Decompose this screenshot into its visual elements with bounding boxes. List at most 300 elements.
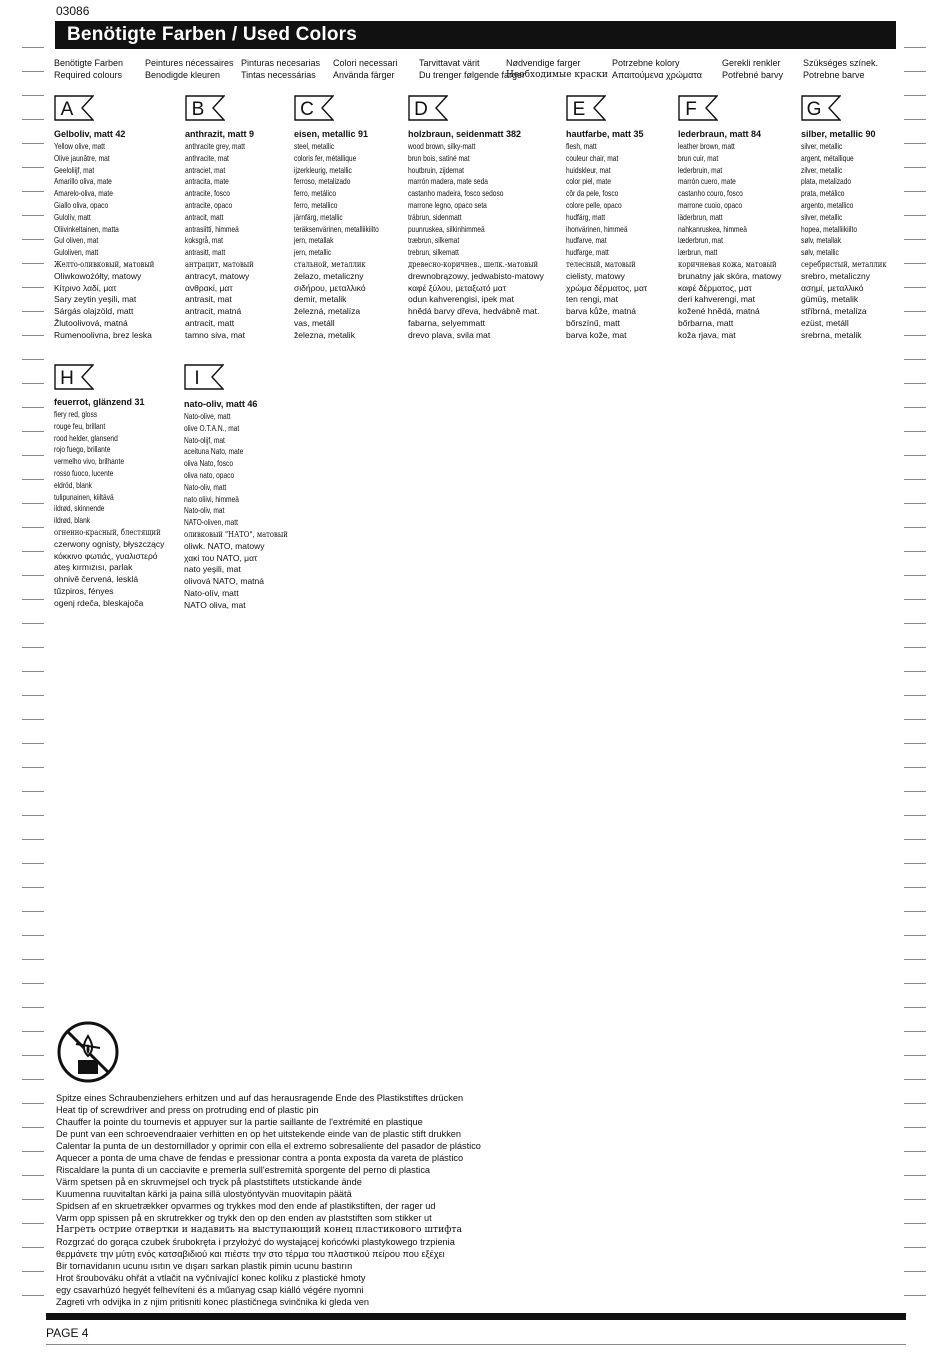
color-translation: anthracite grey, matt <box>185 141 245 151</box>
margin-tick <box>22 95 44 96</box>
color-entry-i <box>184 398 306 612</box>
color-entry-f <box>678 128 794 342</box>
header-col-1 <box>54 58 123 81</box>
margin-tick <box>22 1079 44 1080</box>
instruction-line: Zagreti vrh odvijka in z njim pritisniti konec plastičnega svinčnika ki gleda ven <box>56 1297 370 1307</box>
color-translation: prata, metálico <box>801 188 845 199</box>
margin-tick <box>904 551 926 552</box>
color-badge-i <box>184 364 224 390</box>
color-badge-h <box>54 364 94 390</box>
color-translation: marrone legno, opaco seta <box>408 199 487 210</box>
color-translation: ferro, metallico <box>294 199 338 210</box>
color-translation: Nato-olijf, mat <box>184 434 225 445</box>
header-line: Pinturas necesarias <box>241 58 321 68</box>
header-line: Nødvendige farger <box>506 58 581 68</box>
color-translation: castanho couro, fosco <box>678 188 743 199</box>
margin-tick <box>22 1055 44 1056</box>
color-translation: oliva Nato, fosco <box>184 458 234 469</box>
margin-tick <box>904 335 926 336</box>
header-line: Potřebné barvy <box>722 69 784 80</box>
margin-tick <box>904 959 926 960</box>
color-translation: nahkanruskea, himmeä <box>678 223 747 234</box>
color-translation: Oliivinkeltainen, matta <box>54 223 119 234</box>
margin-tick <box>904 791 926 792</box>
margin-tick <box>904 671 926 672</box>
margin-tick <box>904 623 926 624</box>
margin-tick <box>22 671 44 672</box>
color-translation: древесно-коричнев., шелк.-матовый <box>408 259 539 269</box>
color-translation: antracita, mate <box>185 176 229 187</box>
color-translation: оливковый "НАТО", матовый <box>184 529 288 539</box>
margin-tick <box>904 383 926 384</box>
color-translation: srebro, metaliczny <box>801 270 870 281</box>
margin-tick <box>22 839 44 840</box>
color-translation: Nato-olive, matt <box>184 411 231 421</box>
instruction-text <box>56 1092 481 1308</box>
color-translation: hudfärg, matt <box>566 211 606 222</box>
color-translation: ohnivě červená, lesklá <box>54 574 139 585</box>
color-name: feuerrot, glänzend 31 <box>54 397 145 407</box>
margin-tick <box>904 431 926 432</box>
color-entry-e <box>566 128 648 342</box>
badge-letter: B <box>191 99 205 120</box>
color-translation: anthracite, mat <box>185 152 229 163</box>
instruction-line: Varm opp spissen på en skrutrekker og trykk den op den enden av plaststiften som stikker ut <box>56 1213 432 1223</box>
color-translation: deri kahverengi, mat <box>678 294 756 305</box>
margin-tick <box>904 359 926 360</box>
margin-tick <box>22 335 44 336</box>
color-translation: læderbrun, mat <box>678 235 723 246</box>
header-line: Använda färger <box>333 69 395 80</box>
margin-tick <box>904 263 926 264</box>
color-translation: marrone cuoio, opaco <box>678 199 743 210</box>
instruction-line: θερμάνετε την μύτη ενός κατσαβιδιού και πιέστε την στο τέρμα του πλαστικού πείρου που εξέχει <box>56 1249 445 1259</box>
color-name: eisen, metallic 91 <box>294 129 369 139</box>
header-line: Colori necessari <box>333 58 398 68</box>
margin-tick <box>904 1031 926 1032</box>
color-translation: antracyt, matowy <box>185 270 250 281</box>
color-translation: ijzerkleurig, metallic <box>294 164 352 175</box>
margin-tick <box>22 743 44 744</box>
color-translation: Rumenoolivna, brez leska <box>54 329 152 340</box>
margin-tick <box>22 959 44 960</box>
color-translation: lederbruin, mat <box>678 164 723 175</box>
header-col-2 <box>145 58 234 81</box>
color-translation: demir, metalik <box>294 294 347 305</box>
color-translation: steel, metallic <box>294 141 335 151</box>
color-translation: eldröd, blank <box>54 479 92 490</box>
margin-tick <box>904 935 926 936</box>
color-entry-h <box>54 396 179 610</box>
instruction-line: Hrot šroubováku ohřát a vtlačit na vyčnívající konec kolíku z plastické hmoty <box>56 1273 366 1283</box>
color-translation: jern, metallak <box>294 235 334 246</box>
color-translation: železná, metalíza <box>294 306 361 317</box>
margin-tick <box>22 1223 44 1224</box>
margin-tick <box>904 983 926 984</box>
instruction-line: Chauffer la pointe du tournevis et appuyer sur la partie saillante de l'extrémité en plastique <box>56 1117 423 1127</box>
color-translation: houtbruin, zijdemat <box>408 164 465 175</box>
margin-tick <box>22 815 44 816</box>
color-translation: tamno siva, mat <box>185 329 245 340</box>
header-line: Potrebne barve <box>803 69 865 80</box>
color-translation: fiery red, gloss <box>54 409 98 419</box>
header-line: Peintures nécessaires <box>145 58 234 68</box>
header-line: Tintas necessárias <box>241 69 316 80</box>
margin-tick <box>22 983 44 984</box>
header-col-3 <box>241 58 320 81</box>
color-translation: hopea, metalliikiilto <box>801 223 858 234</box>
color-translation: brun cuir, mat <box>678 152 719 163</box>
margin-tick <box>22 719 44 720</box>
margin-tick <box>904 887 926 888</box>
color-translation: jern, metallic <box>294 247 332 258</box>
color-translation: tulipunainen, kiiltävä <box>54 491 114 502</box>
color-translation: côr da pele, fosco <box>566 188 619 199</box>
color-translation: srebrna, metalik <box>801 329 862 340</box>
color-translation: color piel, mate <box>566 176 611 187</box>
margin-tick <box>904 479 926 480</box>
color-name: anthrazit, matt 9 <box>185 129 255 139</box>
color-translation: rosso fuoco, lucente <box>54 467 114 478</box>
margin-tick <box>22 455 44 456</box>
footer-bar <box>46 1313 906 1320</box>
margin-tick <box>904 815 926 816</box>
color-translation: Gul oliven, mat <box>54 235 99 246</box>
color-translation: żelazo, metaliczny <box>294 270 364 281</box>
header-col-8 <box>722 58 783 81</box>
header-line: Gerekli renkler <box>722 58 781 68</box>
margin-tick <box>904 719 926 720</box>
color-translation: vermelho vivo, brilhante <box>54 456 125 467</box>
color-translation: antracit, matt <box>185 317 235 328</box>
margin-tick <box>22 1031 44 1032</box>
margin-tick <box>22 383 44 384</box>
margin-tick <box>904 1079 926 1080</box>
header-line: Tarvittavat värit <box>419 58 480 68</box>
margin-tick <box>904 1127 926 1128</box>
margin-tick <box>22 1151 44 1152</box>
color-badge-b <box>185 95 225 121</box>
margin-tick <box>904 71 926 72</box>
margin-tick <box>22 935 44 936</box>
margin-tick <box>22 575 44 576</box>
color-translation: coloris fer, métallique <box>294 152 357 163</box>
color-translation: vas, metáll <box>294 317 335 328</box>
color-translation: puunruskea, silkinhimmeä <box>408 223 485 234</box>
instruction-line: Riscaldare la punta di un cacciavite e premerla sull'estremità sporgente del perno di plastica <box>56 1165 431 1175</box>
margin-tick <box>22 311 44 312</box>
color-badge-c <box>294 95 334 121</box>
color-translation: koža rjava, mat <box>678 329 736 340</box>
color-translation: χακί του NATO, ματ <box>184 552 258 563</box>
color-name: lederbraun, matt 84 <box>678 129 762 139</box>
color-name: silber, metallic 90 <box>801 129 876 139</box>
margin-tick <box>904 287 926 288</box>
color-translation: marrón cuero, mate <box>678 176 736 187</box>
margin-tick <box>904 575 926 576</box>
color-translation: huidskleur, mat <box>566 164 611 175</box>
color-translation: castanho madeira, fosco sedoso <box>408 188 504 199</box>
margin-tick <box>904 1007 926 1008</box>
color-translation: Amarillo oliva, mate <box>54 176 112 187</box>
margin-tick <box>904 767 926 768</box>
header-line: Required colours <box>54 69 123 80</box>
badge-letter: E <box>572 99 586 120</box>
instruction-line: Spitze eines Schraubenziehers erhitzen und auf das herausragende Ende des Plastikstiftes drücken <box>56 1093 464 1103</box>
color-translation: rood helder, glansend <box>54 432 118 443</box>
color-name: hautfarbe, matt 35 <box>566 129 644 139</box>
badge-letter: G <box>806 99 822 120</box>
margin-tick <box>22 791 44 792</box>
badge-letter: D <box>414 99 428 120</box>
color-entry-d <box>408 128 561 342</box>
margin-tick <box>22 431 44 432</box>
badge-letter: F <box>685 99 697 120</box>
color-translation: bőrbarna, matt <box>678 317 734 328</box>
color-translation: Yellow olive, matt <box>54 141 105 151</box>
color-translation: Olive jaunâtre, mat <box>54 152 110 163</box>
color-translation: stříbrná, metalíza <box>801 306 867 317</box>
color-translation: železna, metalik <box>294 329 355 340</box>
color-translation: καφέ ξύλου, μεταξωτό ματ <box>408 282 507 293</box>
margin-tick <box>22 215 44 216</box>
margin-tick <box>904 1271 926 1272</box>
margin-tick <box>22 359 44 360</box>
margin-tick <box>904 167 926 168</box>
document-number: 03086 <box>56 4 90 18</box>
color-translation: ateş kırmızısı, parlak <box>54 562 133 573</box>
margin-tick <box>904 695 926 696</box>
margin-tick <box>22 863 44 864</box>
margin-tick <box>22 767 44 768</box>
color-translation: Κίτρινο λαδί, ματ <box>54 282 117 293</box>
instruction-line: Bir tornavidanın ucunu ısıtın ve dışarı sarkan plastik pimin ucunu bastırın <box>56 1261 353 1271</box>
color-translation: olivová NATO, matná <box>184 576 264 587</box>
color-translation: ildrød, skinnende <box>54 503 105 514</box>
color-translation: χρώμα δέρματος, ματ <box>566 282 648 293</box>
color-translation: Gulolív, matt <box>54 211 91 222</box>
instruction-line: Värm spetsen på en skruvmejsel och tryck på plaststiftets utstickande ände <box>56 1177 362 1187</box>
color-translation: odun kahverengisi, ipek mat <box>408 294 514 305</box>
candle-flame-screwdriver-icon <box>56 1020 120 1089</box>
margin-tick <box>904 503 926 504</box>
margin-tick <box>904 311 926 312</box>
instruction-line: Spidsen af en skruetrækker opvarmes og trykkes mod den ende af plastikstiften, der rager ud <box>56 1201 436 1211</box>
color-badge-f <box>678 95 718 121</box>
margin-tick <box>904 239 926 240</box>
margin-tick <box>904 1175 926 1176</box>
color-entry-c <box>294 128 403 342</box>
margin-tick <box>22 1103 44 1104</box>
header-line: Szükséges színek. <box>803 58 879 68</box>
margin-tick <box>904 863 926 864</box>
color-translation: tűzpiros, fényes <box>54 585 114 596</box>
margin-tick <box>904 527 926 528</box>
color-translation: sølv, metallak <box>801 235 842 246</box>
margin-tick <box>904 119 926 120</box>
margin-tick <box>22 479 44 480</box>
color-translation: Oliwkowożółty, matowy <box>54 270 142 281</box>
margin-tick <box>22 1007 44 1008</box>
margin-tick <box>22 1175 44 1176</box>
color-translation: drewnobrązowy, jedwabisto-matowy <box>408 270 544 281</box>
color-translation: NATO oliva, mat <box>184 599 246 610</box>
color-translation: läderbrun, matt <box>678 211 723 222</box>
color-translation: olive O.T.A.N., mat <box>184 422 240 433</box>
margin-tick <box>904 407 926 408</box>
color-translation: nato yeşili, mat <box>184 564 241 575</box>
margin-tick <box>904 1223 926 1224</box>
color-translation: leather brown, matt <box>678 141 735 151</box>
color-translation: ten rengi, mat <box>566 294 618 305</box>
margin-tick <box>22 287 44 288</box>
color-translation: brun bois, satiné mat <box>408 152 470 163</box>
color-translation: Желто-оливковый, матовый <box>54 259 155 269</box>
margin-tick <box>22 599 44 600</box>
color-translation: barva kože, mat <box>566 329 627 340</box>
color-translation: cielisty, matowy <box>566 270 625 281</box>
color-translation: koksgrå, mat <box>185 235 223 246</box>
color-translation: Guloliven, matt <box>54 247 99 258</box>
badge-letter: I <box>194 368 200 389</box>
margin-tick <box>904 1199 926 1200</box>
margin-tick <box>904 743 926 744</box>
color-translation: rouge feu, brillant <box>54 420 106 431</box>
color-translation: aceituna Nato, mate <box>184 446 244 457</box>
color-translation: couleur chair, mat <box>566 152 619 163</box>
color-translation: oliwk. NATO, matowy <box>184 540 265 551</box>
title-bar <box>55 21 896 49</box>
margin-tick <box>22 887 44 888</box>
color-translation: oliva nato, opaco <box>184 469 235 480</box>
page-title: Benötigte Farben / Used Colors <box>67 24 357 45</box>
color-badge-e <box>566 95 606 121</box>
color-translation: коричневая кожа, матовый <box>678 259 777 269</box>
color-translation: drevo plava, svila mat <box>408 329 491 340</box>
color-translation: nato oliivi, himmeä <box>184 493 239 504</box>
color-name: holzbraun, seidenmatt 382 <box>408 129 522 139</box>
header-line: Необходимые краски <box>506 69 608 80</box>
color-translation: ferro, metálico <box>294 188 337 199</box>
color-translation: Nato-oliv, matt <box>184 481 227 492</box>
margin-tick <box>22 239 44 240</box>
color-translation: argent, métallique <box>801 152 854 163</box>
color-translation: czerwony ognisty, błyszczący <box>54 538 165 549</box>
color-translation: ogenj rdeča, bleskajoča <box>54 597 144 608</box>
header-line: Benötigte Farben <box>54 58 124 68</box>
color-translation: antraciet, mat <box>185 164 226 175</box>
color-translation: Sárgás olajzöld, matt <box>54 306 134 317</box>
color-translation: καφέ δέρματος, ματ <box>678 282 752 293</box>
margin-tick <box>22 71 44 72</box>
margin-tick <box>22 1247 44 1248</box>
color-translation: sølv, metallic <box>801 247 839 258</box>
header-line: Απαιτούμενα χρώματα <box>612 69 702 80</box>
margin-tick <box>22 407 44 408</box>
color-translation: zilver, metallic <box>801 164 843 175</box>
color-translation: silver, metallic <box>801 211 843 222</box>
instruction-line: Calentar la punta de un destornillador y oprimir con ella el extremo sobresaliente del pasador de plástico <box>56 1141 481 1151</box>
margin-tick <box>904 911 926 912</box>
header-col-9 <box>803 58 878 81</box>
color-translation: ildrød, blank <box>54 515 91 526</box>
header-col-6 <box>506 58 608 81</box>
instruction-line: Нагреть острие отвертки и надавить на выступающий конец пластикового штифта <box>56 1224 462 1235</box>
color-translation: lærbrun, matt <box>678 247 718 258</box>
instruction-line: Aquecer a ponta de uma chave de fendas e pressionar contra a ponta exposta da vareta de plástico <box>56 1153 464 1163</box>
color-translation: antrasitt, matt <box>185 247 226 258</box>
color-translation: ανθρακί, ματ <box>185 282 233 293</box>
color-translation: телесный, матовый <box>566 259 636 269</box>
color-translation: κόκκινο φωτιάς, γυαλιστερό <box>54 550 158 561</box>
margin-tick <box>904 95 926 96</box>
color-translation: träbrun, sidenmatt <box>408 211 462 222</box>
color-translation: Sary zeytin yeşili, mat <box>54 294 137 305</box>
header-line: Du trenger følgende farger <box>419 69 526 80</box>
color-translation: Žlutoolivová, matná <box>54 317 128 328</box>
color-translation: серебристый, металлик <box>801 259 887 269</box>
margin-tick <box>22 551 44 552</box>
margin-tick <box>22 623 44 624</box>
margin-tick <box>904 143 926 144</box>
instruction-line: Rozgrzać do gorąca czubek śrubokręta i przyłożyć do wystającej końcówki plastykowego trzpienia <box>56 1237 455 1247</box>
margin-tick <box>22 911 44 912</box>
color-translation: colore pelle, opaco <box>566 199 622 210</box>
margin-tick <box>22 527 44 528</box>
header-col-4 <box>333 58 398 81</box>
margin-tick <box>904 191 926 192</box>
footer-rule <box>46 1344 906 1345</box>
margin-tick <box>22 503 44 504</box>
header-col-7 <box>612 58 702 81</box>
color-translation: ihonvärinen, himmeä <box>566 223 628 234</box>
margin-tick <box>22 1295 44 1296</box>
margin-tick <box>22 143 44 144</box>
color-translation: flesh, matt <box>566 141 597 151</box>
color-translation: järnfärg, metallic <box>294 211 343 222</box>
color-translation: teräksenvärinen, metalliikiilto <box>294 223 379 234</box>
color-translation: antrasit, mat <box>185 294 232 305</box>
header-line: Potrzebne kolory <box>612 58 680 68</box>
color-translation: hudfarve, mat <box>566 235 607 246</box>
margin-tick <box>22 647 44 648</box>
margin-tick <box>22 263 44 264</box>
margin-tick <box>22 167 44 168</box>
color-translation: gümüş, metalik <box>801 294 859 305</box>
color-badge-a <box>54 95 94 121</box>
color-translation: Geeloliijf, mat <box>54 164 95 175</box>
color-translation: ferroso, metalizado <box>294 176 351 187</box>
color-entry-g <box>801 128 902 342</box>
color-translation: Nato-olív, matt <box>184 587 239 598</box>
color-translation: bőrszínű, matt <box>566 317 620 328</box>
color-translation: σιδήρου, μεταλλικό <box>294 282 366 293</box>
color-translation: огненно-красный, блестящий <box>54 527 161 537</box>
color-translation: rojo fuego, brillante <box>54 444 111 455</box>
color-translation: barva kůže, matná <box>566 306 636 317</box>
margin-tick <box>904 839 926 840</box>
color-translation: marrón madera, mate seda <box>408 176 488 187</box>
color-translation: ασημί, μεταλλικό <box>801 282 864 293</box>
color-translation: Giallo oliva, opaco <box>54 199 109 210</box>
page-number: PAGE 4 <box>46 1326 89 1340</box>
badge-letter: A <box>60 99 74 120</box>
color-translation: hnědá barvy dřeva, hedvábně mat. <box>408 306 540 317</box>
color-entry-b <box>185 128 266 342</box>
color-translation: antracite, fosco <box>185 188 230 199</box>
color-entry-a <box>54 128 172 342</box>
color-translation: fabarna, selyemmatt <box>408 317 486 328</box>
